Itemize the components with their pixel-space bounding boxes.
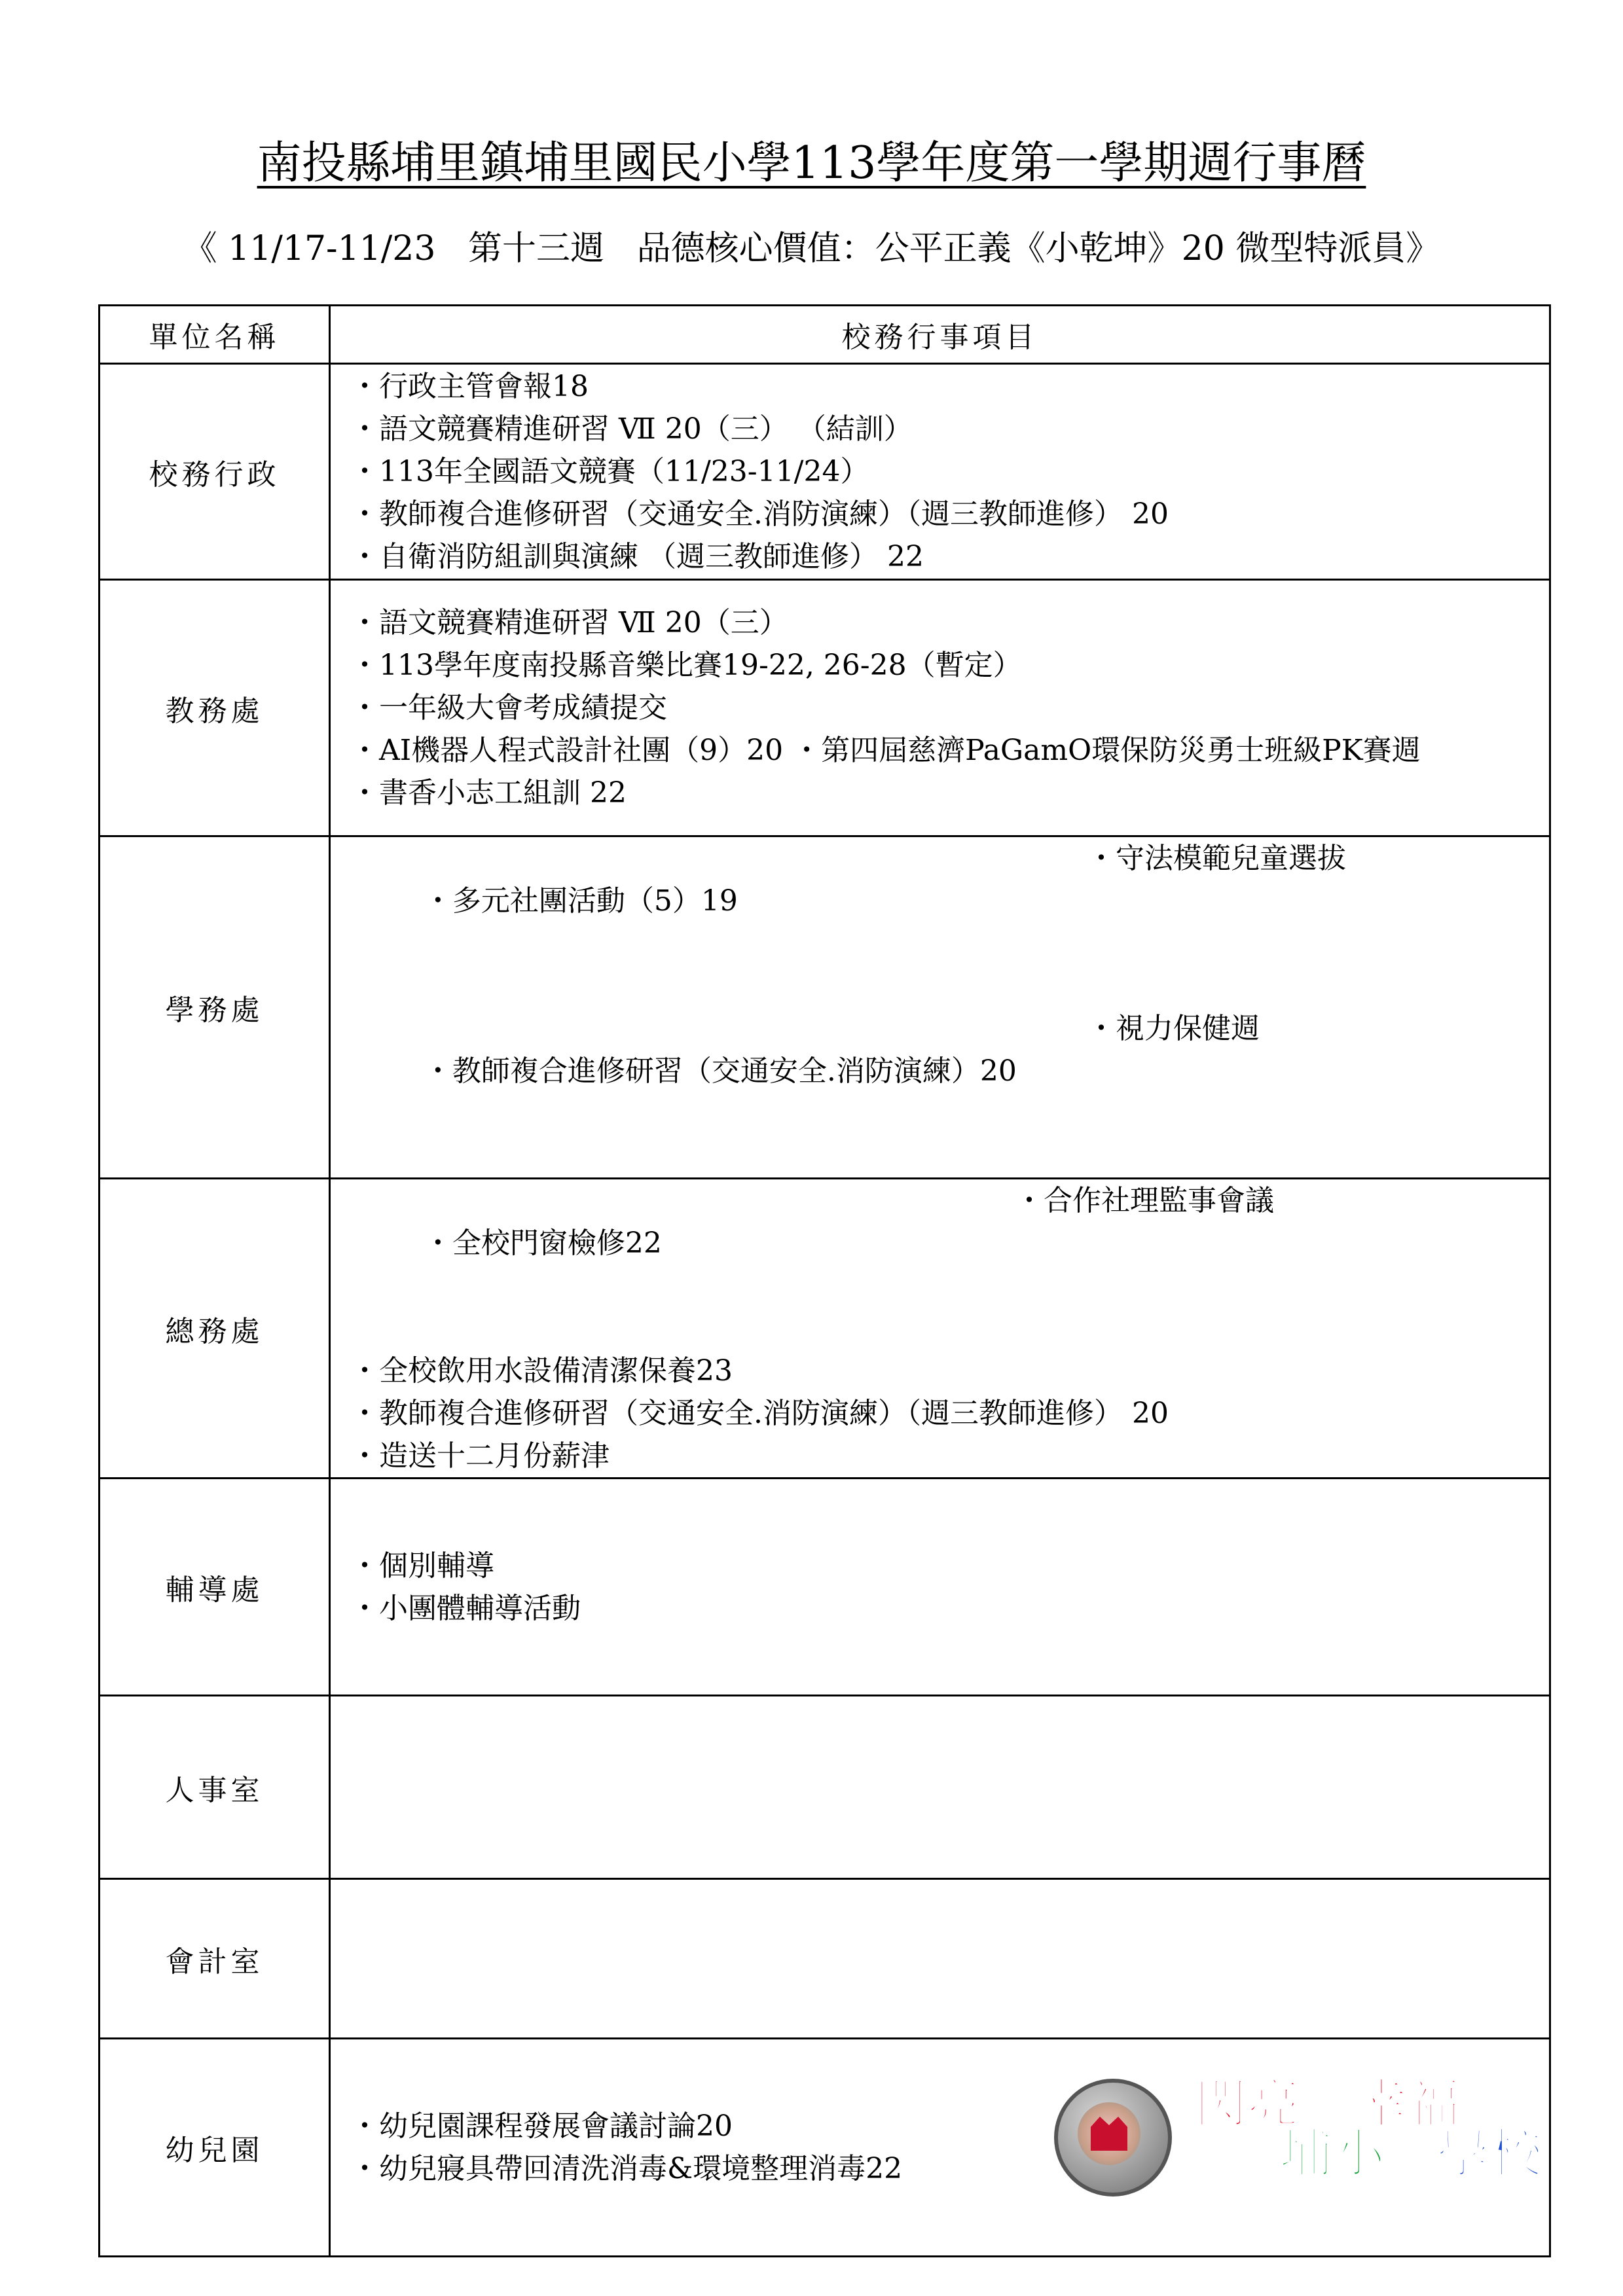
unit-items — [330, 364, 1550, 580]
table-row — [100, 1879, 1550, 2039]
list-item: ・造送十二月份薪津 — [350, 1439, 610, 1473]
unit-name: 教務處 — [100, 580, 330, 836]
list-item: ・幼兒園課程發展會議討論20 — [350, 2109, 733, 2143]
school-emblem-icon — [1054, 2079, 1172, 2197]
unit-name: 輔導處 — [100, 1479, 330, 1696]
list-item — [350, 1007, 1536, 1177]
list-item-left: ・教師複合進修研習（交通安全.消防演練）20 — [423, 1054, 1017, 1088]
list-item-left: ・全校門窗檢修22 — [423, 1227, 662, 1260]
slogan-word: 學校 — [1437, 2123, 1542, 2184]
slogan-word: 幸福 — [1355, 2073, 1460, 2134]
header-items: 校務行事項目 — [330, 306, 1550, 364]
list-item: ・行政主管會報18 — [350, 370, 589, 403]
unit-name: 校務行政 — [100, 364, 330, 580]
list-item: ・個別輔導 — [350, 1549, 494, 1583]
unit-items — [330, 836, 1550, 1179]
list-item — [350, 1179, 1536, 1350]
list-item: ・全校飲用水設備清潔保養23 — [350, 1354, 733, 1388]
list-item-left: ・多元社團活動（5）19 — [423, 884, 738, 918]
list-item: ・書香小志工組訓 22 — [350, 776, 627, 810]
slogan-word: 閃亮 — [1195, 2073, 1300, 2134]
list-item: ・113學年度南投縣音樂比賽19-22, 26-28（暫定） — [350, 649, 1022, 682]
table-header-row — [100, 306, 1550, 364]
list-item: ・自衛消防組訓與演練 （週三教師進修） 22 — [350, 540, 924, 573]
unit-items — [330, 580, 1550, 836]
page-title: 南投縣埔里鎮埔里國民小學113學年度第一學期週行事曆 — [257, 137, 1366, 189]
table-row — [100, 1696, 1550, 1879]
list-item: ・教師複合進修研習（交通安全.消防演練）（週三教師進修） 20 — [350, 1397, 1169, 1430]
slogan-word: 埔小 — [1280, 2123, 1385, 2184]
unit-items — [330, 1179, 1550, 1479]
unit-items — [330, 1879, 1550, 2039]
header-unit: 單位名稱 — [100, 306, 330, 364]
unit-name: 會計室 — [100, 1879, 330, 2039]
list-item-right: ・守法模範兒童選拔 — [1087, 842, 1346, 875]
weekly-calendar-table — [98, 304, 1551, 2257]
list-item-right: ・合作社理監事會議 — [1015, 1184, 1274, 1217]
list-item: ・教師複合進修研習（交通安全.消防演練）（週三教師進修） 20 — [350, 497, 1169, 531]
unit-name: 總務處 — [100, 1179, 330, 1479]
list-item: ・AI機器人程式設計社團（9）20 ・第四屆慈濟PaGamO環保防災勇士班級PK賽週 — [350, 734, 1421, 767]
list-item: ・一年級大會考成績提交 — [350, 691, 667, 725]
list-item: ・幼兒寢具帶回清洗消毒&環境整理消毒22 — [350, 2152, 903, 2185]
list-item: ・語文競賽精進研習 Ⅶ 20（三） — [350, 606, 788, 639]
unit-name: 幼兒園 — [100, 2039, 330, 2257]
table-row — [100, 364, 1550, 580]
table-row — [100, 836, 1550, 1179]
list-item: ・語文競賽精進研習 Ⅶ 20（三） （結訓） — [350, 412, 913, 446]
list-item — [350, 837, 1536, 1007]
unit-items — [330, 1696, 1550, 1879]
footer-logo — [1054, 2075, 1552, 2199]
table-row — [100, 1179, 1550, 1479]
page-subtitle: 《 11/17-11/23 第十三週 品德核心價值：公平正義《小乾坤》20 微型特派員》 — [183, 229, 1440, 268]
list-item: ・113年全國語文競賽（11/23-11/24） — [350, 455, 869, 488]
table-row — [100, 580, 1550, 836]
list-item-right: ・視力保健週 — [1087, 1012, 1260, 1045]
unit-name: 學務處 — [100, 836, 330, 1179]
table-row — [100, 1479, 1550, 1696]
unit-name: 人事室 — [100, 1696, 330, 1879]
unit-items — [330, 1479, 1550, 1696]
list-item: ・小團體輔導活動 — [350, 1591, 581, 1625]
